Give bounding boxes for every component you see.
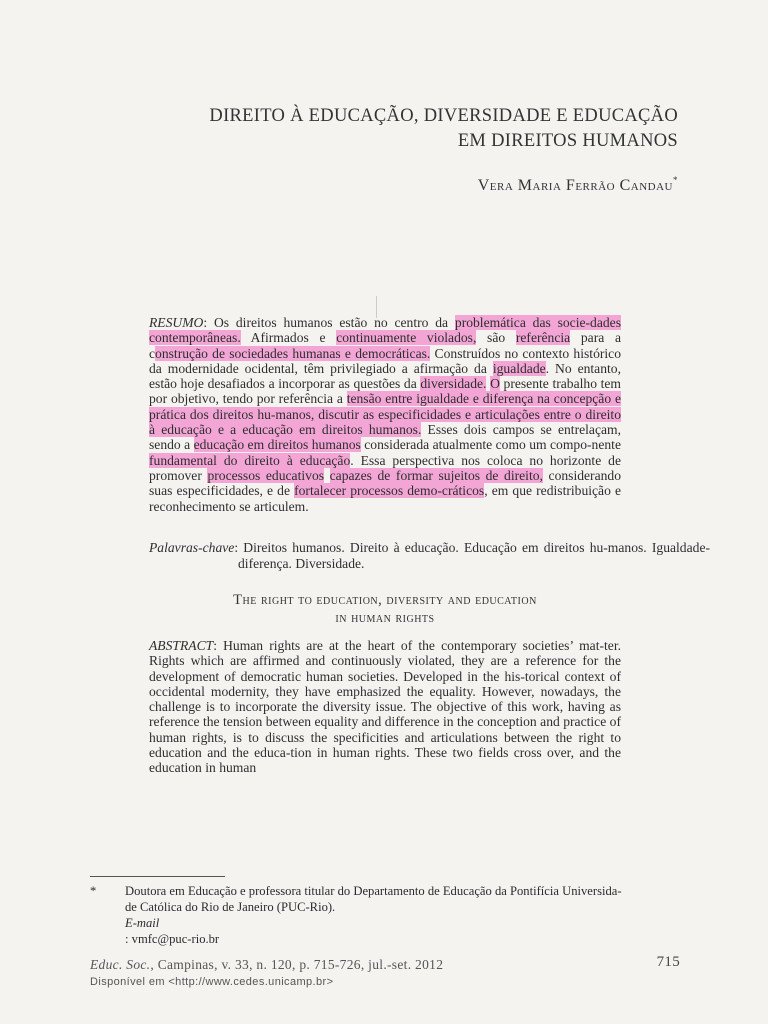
author-name [478, 177, 678, 195]
resumo-text: . Essa perspectiva nos coloca no horizonte de promover [149, 452, 621, 483]
keywords-label: Palavras-chave [149, 540, 235, 555]
email-label: E-mail [125, 916, 160, 930]
resumo-text: : Os direitos humanos estão no centro da [203, 315, 455, 330]
highlight[interactable]: processos educativos [207, 467, 325, 483]
highlight[interactable]: diversidade. [420, 376, 487, 392]
english-title-line-2: in human rights [335, 610, 435, 626]
abstract-label: ABSTRACT [149, 638, 214, 653]
journal-citation [90, 954, 680, 973]
availability-url[interactable]: Disponível em <http://www.cedes.unicamp.br> [90, 976, 334, 988]
abstract-text: : Human rights are at the heart of the contemporary societies’ mat-ter. Rights which are affirmed and continuously violated, they are a reference for the development of democratic human societies. Developed in the his-torical context of occidental modernity, they have emphasized the equality. However, nowadays, the challenge is to incorporate the diversity issue. The objective of this work, having as reference the tension between equality and difference in the conception and practice of human rights, is to discuss the specificities and articulations between the right to education and the educa-tion in human rights. These two fields cross over, and the education in human [149, 638, 621, 776]
highlight[interactable]: referência [515, 330, 571, 346]
page-number: 715 [656, 954, 680, 970]
footnote-affiliation: de Católica do Rio de Janeiro (PUC-Rio). [125, 900, 336, 914]
resumo-paragraph [149, 315, 621, 514]
keywords-text: : Direitos humanos. Direito à educação. Educação em direitos hu-manos. Igualdade-diferença. Diversidade. [234, 540, 710, 571]
footnote-divider [90, 876, 225, 877]
highlight[interactable]: O [490, 376, 500, 392]
footnote-line-1: Doutora em Educação e professora titular do Departamento de Educação da Pontifícia Universida- [125, 884, 622, 898]
resumo-text: , em que redistribuição e reconhecimento se articulem. [149, 483, 622, 514]
resumo-text: considerando suas especificidades, e de [149, 467, 622, 499]
highlight[interactable]: fortalecer processos demo-cráticos [294, 483, 485, 499]
highlight[interactable]: problemática das socie-dades contemporâneas. [149, 315, 621, 346]
email-address[interactable]: : vmfc@puc-rio.br [125, 932, 220, 946]
article-title [118, 104, 678, 154]
author-footnote-mark: * [673, 175, 678, 185]
article-title-line-2: EM DIREITOS HUMANOS [457, 131, 678, 151]
highlight[interactable]: tensão entre igualdade e diferença na concepção e prática dos direitos hu-manos, discutir as especificidades e articulações entre o direito à educação e a educação em direitos humanos. [149, 391, 621, 438]
highlight[interactable]: fundamental do direito à educação [149, 452, 351, 468]
keywords-paragraph [149, 540, 710, 571]
english-title [149, 591, 621, 627]
resumo-text: . No entanto, estão hoje desafiados a incorporar as questões da [149, 360, 621, 392]
resumo-text [324, 468, 330, 483]
abstract-paragraph [149, 638, 621, 776]
resumo-text: são [476, 330, 516, 346]
highlight[interactable]: educação em direitos humanos [193, 437, 361, 453]
footnote-line-2 [125, 899, 680, 947]
highlight[interactable]: onstrução de sociedades humanas e democráticas. [155, 345, 431, 361]
highlight[interactable]: capazes de formar sujeitos de direito, [329, 467, 543, 483]
resumo-text: Esses dois campos se entrelaçam, sendo a [149, 422, 621, 453]
footnote-mark: * [90, 884, 97, 898]
resumo-text: considerada atualmente como um compo-nente [360, 437, 621, 453]
journal-cite [90, 957, 443, 972]
footnote-text [125, 883, 680, 947]
resumo-text: para a c [149, 330, 621, 361]
english-title-line-1: The right to education, diversity and education [233, 592, 537, 608]
resumo-label: RESUMO [149, 315, 204, 330]
resumo-text: Afirmados e [240, 330, 337, 346]
resumo-text: Construídos no contexto histórico da modernidade ocidental, têm privilegiado a afirmação da [149, 345, 621, 376]
highlight[interactable]: continuamente violados, [336, 330, 477, 346]
highlight[interactable]: igualdade [492, 360, 546, 376]
journal-name: Educ. Soc. [90, 957, 151, 972]
resumo-text: presente trabalho tem por objetivo, tendo por referência a [149, 376, 622, 407]
author-name-text: Vera Maria Ferrão Candau [477, 177, 673, 194]
journal-details: , Campinas, v. 33, n. 120, p. 715-726, jul.-set. 2012 [150, 957, 444, 972]
article-title-line-1: DIREITO À EDUCAÇÃO, DIVERSIDADE E EDUCAÇÃO [209, 106, 678, 126]
